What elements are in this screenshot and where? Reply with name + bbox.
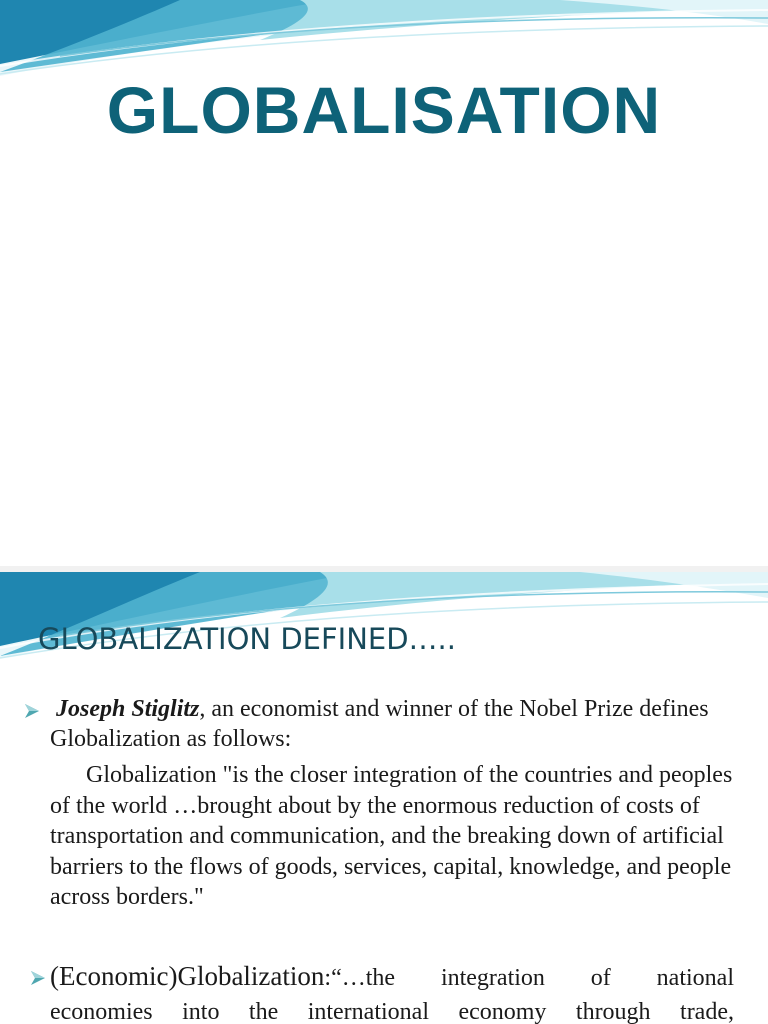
definition-slide <box>0 572 768 1024</box>
economic-globalization-term: (Economic)Globalization <box>50 961 325 991</box>
stiglitz-intro <box>50 694 750 754</box>
arrowhead-bullet-icon <box>24 703 40 719</box>
author-name: Joseph Stiglitz <box>56 696 200 722</box>
slide-title: GLOBALISATION <box>106 73 662 147</box>
economic-definition-line1 <box>50 960 734 994</box>
arrowhead-bullet-icon <box>30 970 46 986</box>
definition-start: :“…the integration of national <box>324 965 734 991</box>
slide-heading: GLOBALIZATION DEFINED….. <box>38 622 456 656</box>
economic-definition-line2: economies into the international economy through trade, <box>50 999 734 1024</box>
stiglitz-quote <box>50 760 740 913</box>
intro-rest: , an economist and winner of the Nobel Prize defines Globalization as follows: <box>50 696 709 752</box>
header-wave-decoration <box>0 0 768 80</box>
quote-text: Globalization "is the closer integration of the countries and peoples of the world …brought about by the enormous reduction of costs of transportation and communication, and the breaking down of artificial barriers to the flows of goods, services, capital, knowledge, and people across borders." <box>50 762 733 910</box>
